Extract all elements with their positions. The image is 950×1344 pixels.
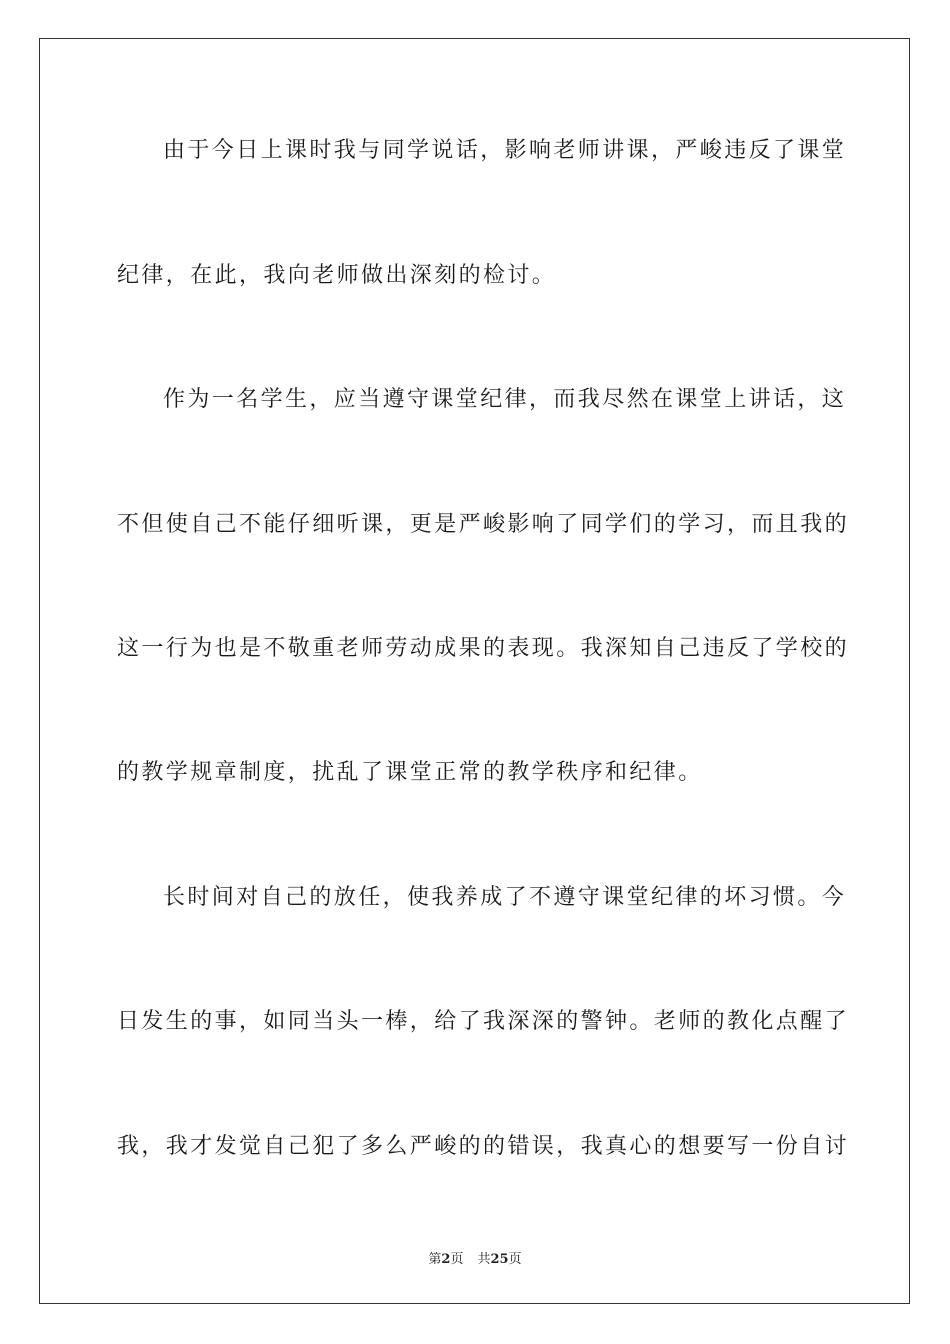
- page-number: 2: [441, 1252, 451, 1267]
- paragraph-2-line-1: 作为一名学生，应当遵守课堂纪律，而我尽然在课堂上讲话，这: [163, 387, 847, 412]
- page-footer: [0, 1248, 950, 1267]
- page-suffix: 页: [450, 1252, 464, 1267]
- paragraph-2-line-3: 这一行为也是不敬重老师劳动成果的表现。我深知自己违反了学校的: [117, 636, 850, 661]
- page-border: [39, 38, 910, 1304]
- paragraph-1-line-1: 由于今日上课时我与同学说话，影响老师讲课，严峻违反了课堂: [163, 138, 847, 163]
- paragraph-1-line-2: 纪律，在此，我向老师做出深刻的检讨。: [117, 263, 557, 288]
- paragraph-3-line-1: 长时间对自己的放任，使我养成了不遵守课堂纪律的坏习惯。今: [163, 885, 847, 910]
- paragraph-3-line-2: 日发生的事，如同当头一棒，给了我深深的警钟。老师的教化点醒了: [117, 1009, 850, 1034]
- paragraph-2-line-4: 的教学规章制度，扰乱了课堂正常的教学秩序和纪律。: [117, 760, 703, 785]
- paragraph-2-line-2: 不但使自己不能仔细听课，更是严峻影响了同学们的学习，而且我的: [117, 512, 850, 537]
- total-prefix: 共: [477, 1252, 491, 1267]
- total-suffix: 页: [508, 1252, 522, 1267]
- page-prefix: 第: [428, 1252, 442, 1267]
- total-pages: 25: [490, 1252, 509, 1267]
- paragraph-3-line-3: 我，我才发觉自己犯了多么严峻的的错误，我真心的想要写一份自讨: [117, 1134, 850, 1159]
